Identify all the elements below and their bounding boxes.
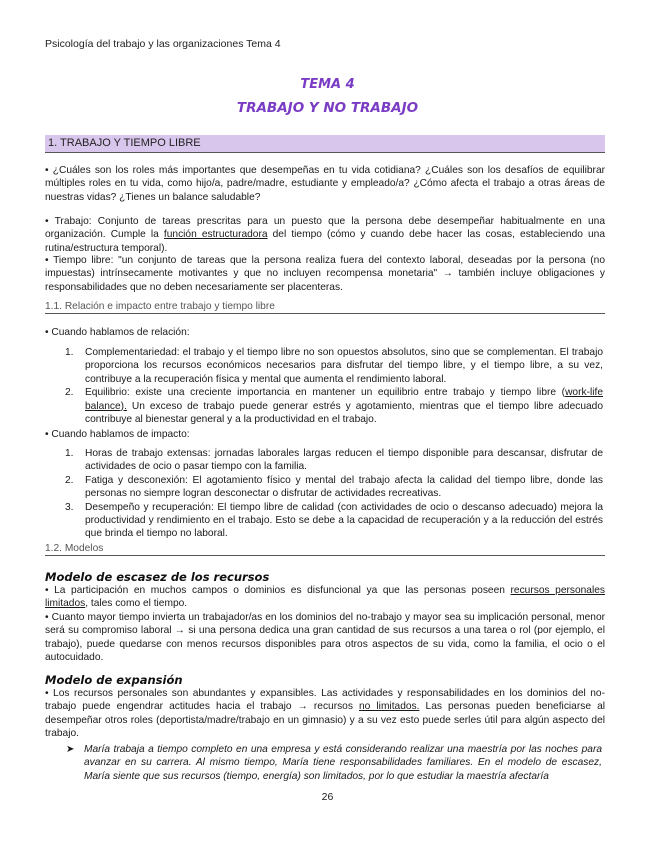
list-item-underlined: work-life balance).	[85, 387, 603, 412]
list-number: 2.	[65, 474, 74, 486]
relacion-intro: • Cuando hablamos de relación:	[45, 327, 190, 338]
trabajo-text-end: del tiempo (cómo y cuando debe hacer las cosas, estableciendo una rutina/estructura temporal).	[45, 229, 606, 254]
subsection-heading: 1.1. Relación e impacto entre trabajo y tiempo libre	[45, 301, 605, 314]
section-heading: 1. TRABAJO Y TIEMPO LIBRE	[48, 137, 201, 149]
list-number: 1.	[65, 347, 74, 358]
list-item	[65, 386, 603, 426]
list-item	[65, 447, 603, 474]
trabajo-definition	[45, 215, 605, 255]
tema-number: TEMA 4	[300, 77, 355, 92]
list-item-text-end: Un exceso de trabajo puede generar estrés y agotamiento, mientras que el tiempo libre adecuado contribuye al bienestar general y a la productividad en el trabajo.	[85, 400, 603, 426]
list-number: 1.	[65, 448, 74, 459]
trabajo-text: • Trabajo: Conjunto de tareas prescritas para un puesto que la persona debe desempeñar habitualmente en una organización. Cumple la	[45, 216, 605, 241]
escasez-underlined: recursos personales limitados	[45, 585, 605, 610]
expansion-heading: Modelo de expansión	[45, 673, 183, 687]
relacion-list	[65, 346, 603, 426]
escasez-heading: Modelo de escasez de los recursos	[45, 570, 270, 584]
intro-questions: • ¿Cuáles son los roles más importantes que desempeñas en tu vida cotidiana? ¿Cuáles son los desafíos de equilibrar múltiples roles en tu vida, como hijo/a, padre/madre, estudiante y empleado/a? ¿Cómo afecta el trabajo a otras áreas de nuestras vidas? ¿Tienes un balance saludable?	[45, 165, 605, 203]
arrow-bullet-icon: ➤	[66, 744, 75, 755]
list-item-text: Desempeño y recuperación: El tiempo libre de calidad (con actividades de ocio o descanso adecuado) mejora la productividad y rendimiento en el trabajo. Esto se debe a la capacidad de recuperación y a la reducción del estrés que brinda el tiempo no laboral.	[85, 501, 603, 540]
escasez-text: • La participación en muchos campos o dominios es disfuncional ya que las personas poseen	[45, 585, 511, 596]
list-item	[65, 501, 603, 541]
expansion-underlined: no limitados.	[359, 701, 420, 713]
list-item-text: Equilibrio: existe una creciente importancia en mantener un equilibrio entre trabajo y tiempo libre (	[85, 387, 566, 399]
running-header: Psicología del trabajo y las organizaciones Tema 4	[45, 38, 281, 50]
expansion-paragraph	[45, 687, 605, 741]
impacto-list	[65, 447, 603, 541]
trabajo-underlined: función estructuradora	[163, 229, 268, 241]
section-heading-bar	[45, 135, 605, 153]
list-item-text: Complementariedad: el trabajo y el tiempo libre no son opuestos absolutos, sino que se complementan. El trabajo proporciona los recursos económicos necesarios para disfrutar del tiempo libre, y el tiempo libre, a su vez, contribuye a la recuperación física y mental que aumenta el rendimiento laboral.	[85, 347, 603, 385]
expansion-text-end: Las personas pueden beneficiarse al desempeñar otros roles (deportista/madre/trabajo en un gimnasio) y a su vez esto puede serles útil para algún aspecto del trabajo.	[45, 701, 605, 740]
escasez-paragraph-1	[45, 584, 605, 611]
list-item	[65, 474, 603, 501]
tiempo-libre-definition: • Tiempo libre: "un conjunto de tareas que la persona realiza fuera del contexto laboral, deseadas por la persona (no impuestas) intrínsecamente motivantes y que no incluyen recompensa monetaria" → también incluye obligaciones y responsabilidades que no deben necesariamente ser placenteras.	[45, 255, 605, 293]
list-item-text: Fatiga y desconexión: El agotamiento físico y mental del trabajo afecta la calidad del tiempo libre, donde las personas no siempre logran desconectar o disfrutar de actividades recreativas.	[85, 474, 603, 500]
page-number: 26	[321, 791, 334, 803]
escasez-paragraph-2: • Cuanto mayor tiempo invierta un trabajador/as en los dominios del no-trabajo y mayor sea su implicación personal, menor será su compromiso laboral → si una persona dedica una gran cantidad de sus recursos a una tarea o rol (por ejemplo, el trabajo), puede quedarse con menos recursos disponibles para otros aspectos de su vida, como la familia, el ocio o el autocuidado.	[45, 612, 605, 664]
list-number: 2.	[65, 387, 74, 399]
list-item-text: Horas de trabajo extensas: jornadas laborales largas reducen el tiempo disponible para descansar, disfrutar de actividades de ocio o pasar tiempo con la familia.	[85, 448, 603, 473]
expansion-text: • Los recursos personales son abundantes y expansibles. Las actividades y responsabilidades en los dominios del no-trabajo puede engendrar actitudes hacia el trabajo → recursos	[45, 688, 605, 713]
list-number: 3.	[65, 501, 74, 513]
example-text: María trabaja a tiempo completo en una empresa y está considerando realizar una maestría por las noches para avanzar en su carrera. Al mismo tiempo, María tiene responsabilidades familiares. En el modelo de escasez, María siente que sus recursos (tiempo, energía) son limitados, por lo que estudiar la maestría afectaría	[84, 744, 602, 782]
example-paragraph	[66, 743, 602, 783]
subsection-heading: 1.2. Modelos	[45, 543, 605, 556]
escasez-text-end: , tales como el tiempo.	[85, 598, 188, 610]
impacto-intro: • Cuando hablamos de impacto:	[45, 429, 190, 440]
tema-title: TRABAJO Y NO TRABAJO	[236, 100, 419, 116]
list-item	[65, 346, 603, 386]
